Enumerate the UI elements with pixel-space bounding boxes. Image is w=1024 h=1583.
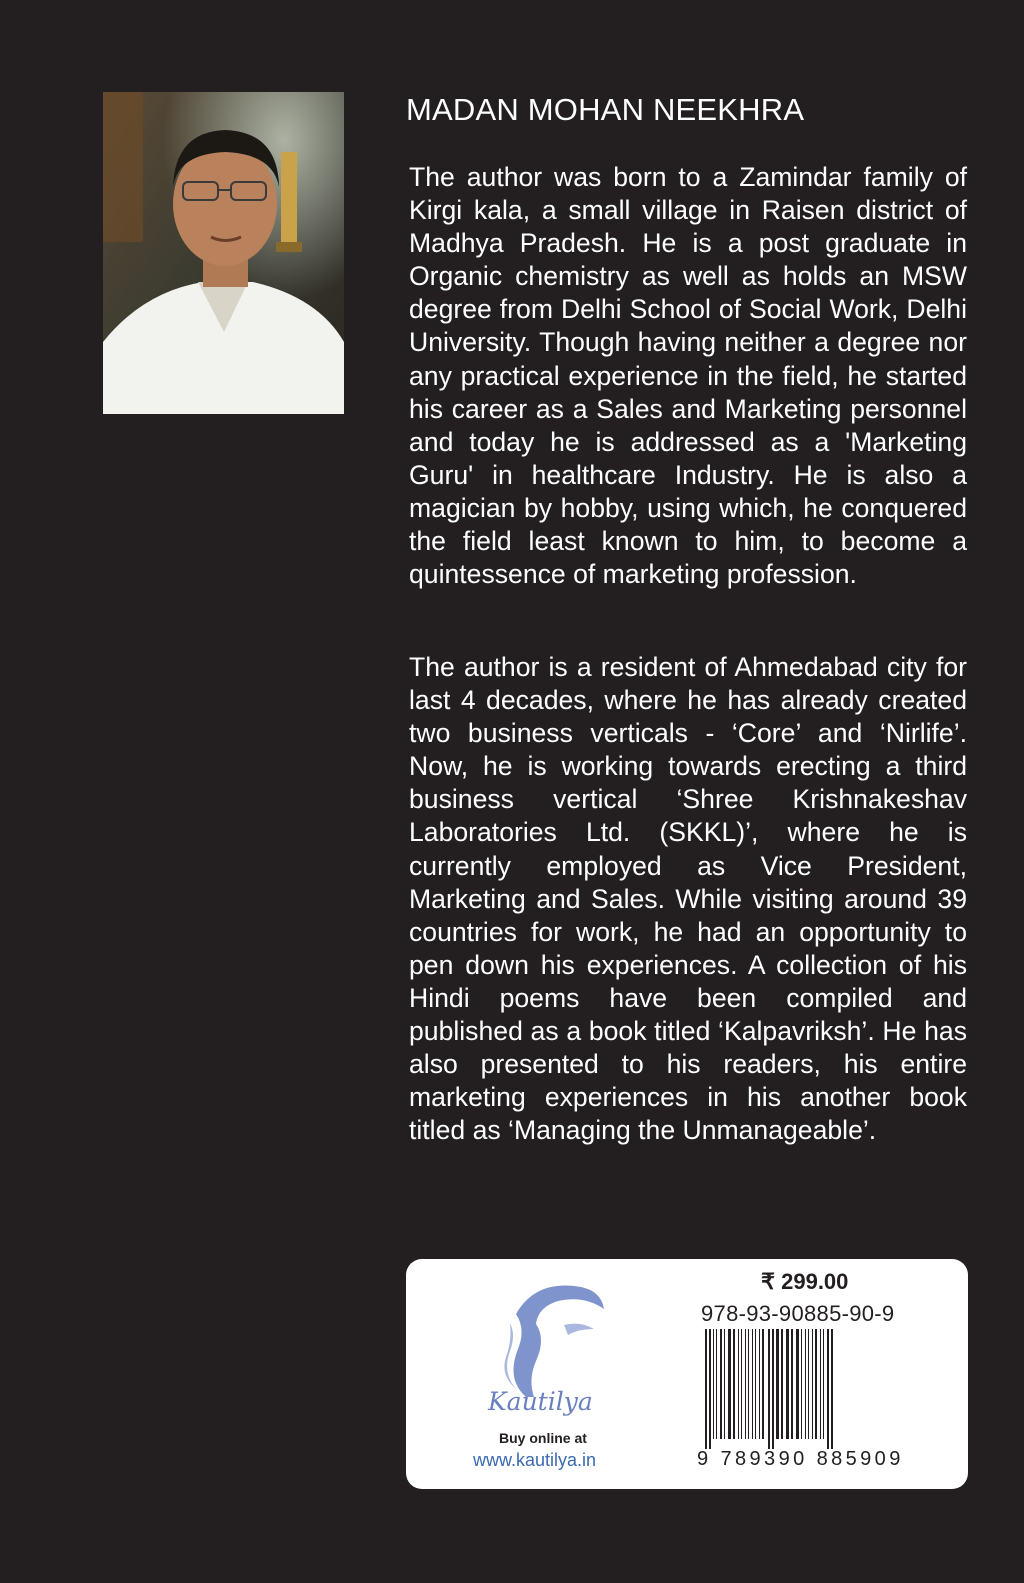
barcode-bar bbox=[768, 1329, 770, 1449]
barcode-bar bbox=[815, 1329, 817, 1439]
barcode-bar bbox=[733, 1329, 735, 1439]
barcode-bar bbox=[786, 1329, 789, 1439]
barcode-bar bbox=[709, 1329, 711, 1449]
barcode-bar bbox=[716, 1329, 717, 1439]
barcode-digits: 9 789390 885909 bbox=[697, 1448, 904, 1469]
barcode-bar bbox=[748, 1329, 749, 1439]
buy-online-label: Buy online at bbox=[499, 1430, 587, 1446]
barcode-bar bbox=[755, 1329, 756, 1439]
bio-paragraph-2: The author is a resident of Ahmedabad city for last 4 decades, where he has already created two business verticals - ‘Core’ and ‘Nirlife’. Now, he is working towards erecting a third business vertical ‘Shree Krishnakeshav Laboratories Ltd. (SKKL)’, where he is currently employed as Vice President, Marketing and Sales. While visiting around 39 countries for work, he had an opportunity to pen down his experiences. A collection of his Hindi poems have been compiled and published as a book titled ‘Kalpavriksh’. He has also presented to his readers, his entire marketing experiences in his another book titled as ‘Managing the Unmanageable’. bbox=[409, 652, 967, 1146]
barcode bbox=[697, 1329, 917, 1469]
price: ₹ 299.00 bbox=[761, 1269, 849, 1294]
barcode-bar bbox=[762, 1329, 764, 1439]
barcode-bar bbox=[705, 1329, 707, 1449]
price-barcode-label bbox=[406, 1259, 968, 1489]
barcode-bar bbox=[820, 1329, 821, 1439]
barcode-bar bbox=[781, 1329, 783, 1439]
barcode-bar bbox=[720, 1329, 722, 1439]
website-link[interactable]: www.kautilya.in bbox=[473, 1450, 597, 1470]
barcode-bar bbox=[713, 1329, 714, 1439]
barcode-bar bbox=[801, 1329, 802, 1439]
barcode-bar bbox=[759, 1329, 760, 1439]
barcode-bar bbox=[745, 1329, 746, 1439]
author-name: MADAN MOHAN NEEKHRA bbox=[406, 92, 805, 127]
bio-paragraph-1: The author was born to a Zamindar family of Kirgi kala, a small village in Raisen district of Madhya Pradesh. He is a post graduate in Organic chemistry as well as holds an MSW degree from Delhi School of Social Work, Delhi University. Though having neither a degree nor any practical experience in the field, he started his career as a Sales and Marketing personnel and today he is addressed as a 'Marketing Guru' in healthcare Industry. He is also a magician by hobby, using which, he conquered the field least known to him, to become a quintessence of marketing profession. bbox=[409, 162, 967, 590]
barcode-bar bbox=[752, 1329, 753, 1439]
barcode-bar bbox=[741, 1329, 742, 1439]
brand-name: Kautilya bbox=[488, 1387, 593, 1416]
barcode-bar bbox=[808, 1329, 809, 1439]
barcode-bar bbox=[791, 1329, 793, 1439]
barcode-bar bbox=[823, 1329, 824, 1439]
barcode-bar bbox=[796, 1329, 799, 1439]
barcode-bar bbox=[728, 1329, 731, 1439]
barcode-bar bbox=[724, 1329, 725, 1439]
barcode-bar bbox=[776, 1329, 779, 1439]
barcode-bar bbox=[805, 1329, 806, 1439]
barcode-bar bbox=[812, 1329, 813, 1439]
barcode-bar bbox=[831, 1329, 833, 1449]
author-photo bbox=[103, 92, 344, 414]
barcode-bar bbox=[738, 1329, 739, 1439]
isbn: 978-93-90885-90-9 bbox=[701, 1301, 895, 1326]
barcode-bar bbox=[772, 1329, 774, 1449]
barcode-bar bbox=[827, 1329, 829, 1449]
